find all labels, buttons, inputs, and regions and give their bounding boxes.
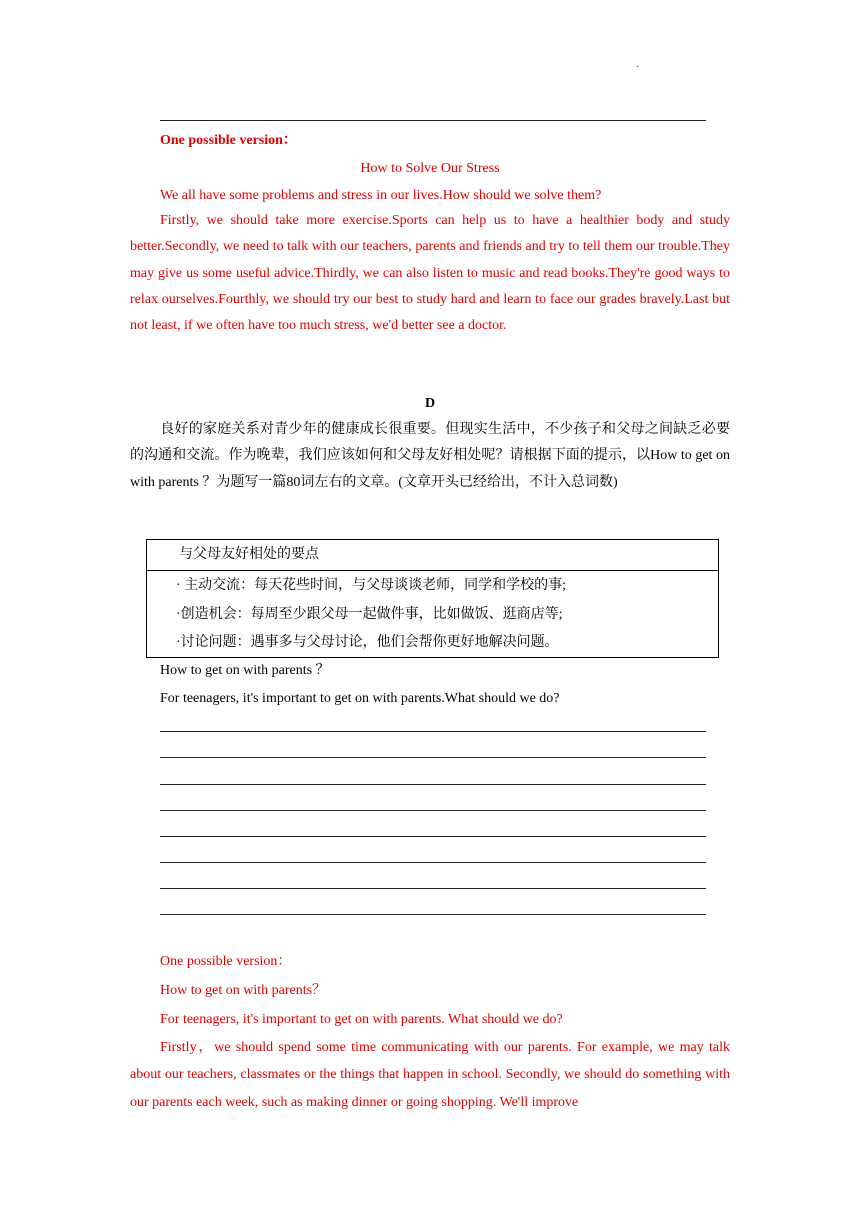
section-heading: D	[424, 396, 436, 411]
sample-title: How to Solve Our Stress	[360, 161, 500, 176]
sample-intro: We all have some problems and stress in our lives.How should we solve them?	[160, 188, 602, 203]
header-dot: ·	[636, 62, 640, 73]
writing-line	[160, 862, 706, 863]
sample-body	[130, 208, 730, 339]
writing-line	[160, 120, 706, 121]
answer-body-text: Firstly，we should spend some time communicating with our parents. For example, we may talk about our teachers, classmates or the things that happen in school. Secondly, we should do something with our parents each week, such as making dinner or going shopping. We'll improve	[130, 1040, 730, 1110]
sample-body-text: Firstly, we should take more exercise.Sports can help us to have a healthier body and study better.Secondly, we need to talk with our teachers, parents and friends and try to tell them our trouble.They may give us some useful advice.Thirdly, we can also listen to music and read books.They're good ways to relax ourselves.Fourthly, we should try our best to study hard and learn to face our grades bravely.Last but not least, if we often have too much stress, we'd better see a doctor.	[130, 213, 730, 334]
answer-label: One possible version：	[160, 954, 292, 969]
writing-line	[160, 836, 706, 837]
answer-body	[130, 1034, 730, 1116]
points-table-header-row	[147, 540, 718, 571]
writing-line	[160, 914, 706, 915]
writing-line	[160, 784, 706, 785]
writing-line	[160, 810, 706, 811]
writing-line	[160, 757, 706, 758]
points-table	[146, 539, 719, 658]
sample-label: One possible version：	[160, 133, 297, 148]
task-prompt	[130, 417, 730, 496]
point-item: ·讨论问题：遇事多与父母讨论，他们会帮你更好地解决问题。	[176, 635, 559, 650]
answer-title: How to get on with parents？	[160, 983, 327, 998]
task-prompt-text: 良好的家庭关系对青少年的健康成长很重要。但现实生活中，不少孩子和父母之间缺乏必要的沟通和交流。作为晚辈，我们应该如何和父母友好相处呢？请根据下面的提示，以How to get on with parents ？为题写一篇80词左右的文章。(文章开头已经给出，不计入总词数)	[130, 422, 730, 490]
points-table-header: 与父母友好相处的要点	[179, 547, 319, 562]
essay-title: How to get on with parents ？	[160, 663, 330, 678]
point-item: ·创造机会：每周至少跟父母一起做件事，比如做饭、逛商店等;	[176, 607, 563, 622]
essay-start: For teenagers, it's important to get on with parents.What should we do?	[160, 691, 560, 706]
point-item: · 主动交流：每天花些时间，与父母谈谈老师，同学和学校的事;	[176, 578, 567, 593]
writing-line	[160, 731, 706, 732]
writing-line	[160, 888, 706, 889]
answer-intro: For teenagers, it's important to get on with parents. What should we do?	[160, 1012, 563, 1027]
